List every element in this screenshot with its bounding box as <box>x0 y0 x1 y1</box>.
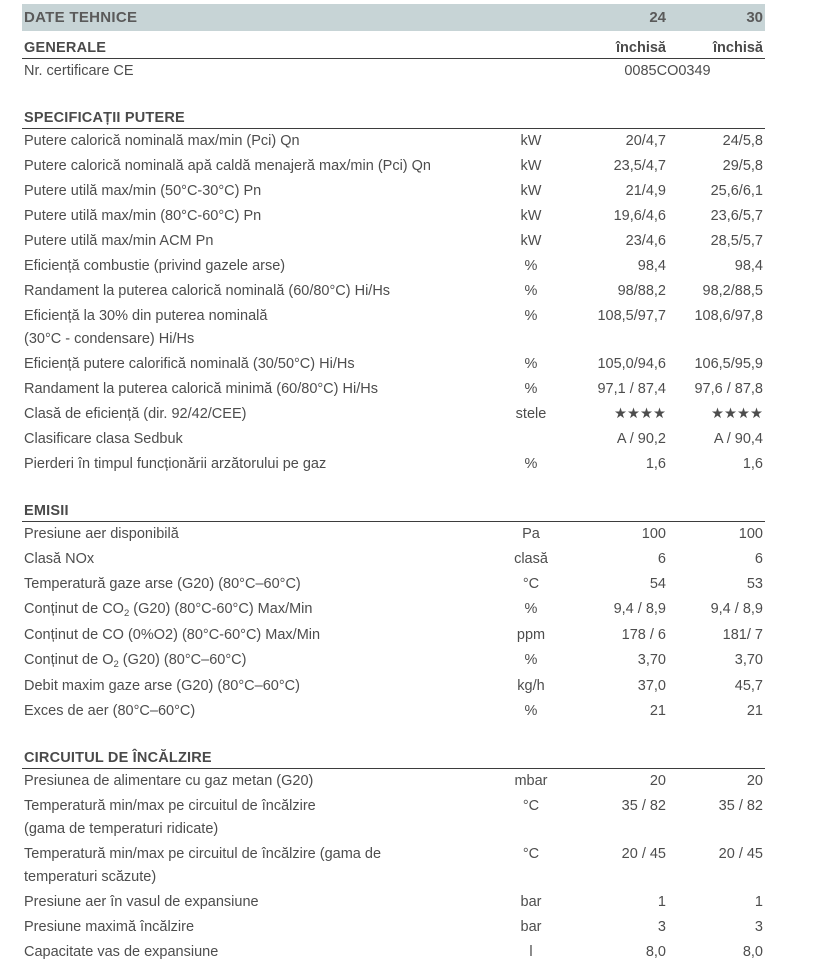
row-value-30: 106,5/95,9 <box>694 356 763 372</box>
row-value-30: 23,6/5,7 <box>710 208 763 224</box>
row-value-30: 28,5/5,7 <box>710 233 763 249</box>
row-unit: ppm <box>516 627 546 643</box>
row-unit: mbar <box>514 773 548 789</box>
table-row <box>22 522 765 548</box>
row-label: Clasă NOx <box>24 551 95 567</box>
header-model-24: 24 <box>570 4 668 31</box>
row-value-30: ★★★★ <box>711 406 763 422</box>
row-unit: % <box>524 601 538 617</box>
table-row <box>22 452 765 477</box>
row-value-24: 3 <box>657 919 666 935</box>
table-row <box>22 204 765 229</box>
row-unit: °C <box>522 798 540 814</box>
row-value-30: 21 <box>746 703 763 719</box>
row-value-30: 3 <box>754 919 763 935</box>
row-value-30: 1 <box>754 894 763 910</box>
row-value-24: 20 <box>649 773 666 789</box>
row-label: Capacitate vas de expansiune <box>24 944 219 960</box>
section-heading-circuitul-de-nc-lzire <box>22 724 765 769</box>
row-value-24: 19,6/4,6 <box>613 208 666 224</box>
row-unit: % <box>524 381 538 397</box>
table-row <box>22 547 765 572</box>
row-value-30: 6 <box>754 551 763 567</box>
row-unit: kW <box>520 158 542 174</box>
row-value-30: 3,70 <box>734 652 763 668</box>
row-unit: % <box>524 456 538 472</box>
section-value-30 <box>668 84 765 129</box>
row-label: Clasificare clasa Sedbuk <box>24 431 183 447</box>
section-label: EMISII <box>22 477 492 522</box>
row-unit: kW <box>520 183 542 199</box>
row-unit: % <box>524 283 538 299</box>
row-value-24: 9,4 / 8,9 <box>613 601 666 617</box>
row-value-30: A / 90,4 <box>713 431 763 447</box>
row-label: Presiune aer disponibilă <box>24 526 179 542</box>
row-value-24: 20/4,7 <box>625 133 666 149</box>
row-unit: stele <box>515 406 547 422</box>
section-value-30: închisă <box>668 31 765 59</box>
row-unit: °C <box>522 846 540 862</box>
row-unit: Pa <box>522 526 540 542</box>
row-label: Nr. certificare CE <box>24 63 134 79</box>
row-value-24: 37,0 <box>637 678 666 694</box>
table-row <box>22 794 765 842</box>
header-spacer <box>492 4 570 31</box>
table-row <box>22 179 765 204</box>
row-unit <box>492 59 570 85</box>
row-label: Pierderi în timpul funcționării arzătorului pe gaz <box>24 456 327 472</box>
row-value-24: 98/88,2 <box>617 283 666 299</box>
row-value-30: 181/ 7 <box>722 627 763 643</box>
row-value-24: 3,70 <box>637 652 666 668</box>
section-label: SPECIFICAȚII PUTERE <box>22 84 492 129</box>
row-unit: bar <box>520 894 542 910</box>
row-unit: kg/h <box>517 678 545 694</box>
section-value-24: închisă <box>570 31 668 59</box>
table-row <box>22 890 765 915</box>
row-label: Conținut de CO (0%O2) (80°C-60°C) Max/Min <box>24 627 321 643</box>
row-unit: bar <box>520 919 542 935</box>
table-row <box>22 129 765 155</box>
row-label: Presiunea de alimentare cu gaz metan (G20) <box>24 773 314 789</box>
row-value-30: 29/5,8 <box>722 158 763 174</box>
row-label: Clasă de eficiență (dir. 92/42/CEE) <box>24 406 247 422</box>
table-row <box>22 402 765 427</box>
row-value-24: 105,0/94,6 <box>597 356 666 372</box>
row-value-24: 23,5/4,7 <box>613 158 666 174</box>
row-label: Presiune aer în vasul de expansiune <box>24 894 259 910</box>
section-unit <box>492 477 570 522</box>
row-value-24: 54 <box>649 576 666 592</box>
row-label: Putere calorică nominală apă caldă menajeră max/min (Pci) Qn <box>24 158 431 174</box>
row-value-24: 100 <box>641 526 666 542</box>
row-label: Putere utilă max/min (50°C-30°C) Pn <box>24 183 262 199</box>
row-value-24: 1 <box>657 894 666 910</box>
row-value-30: 8,0 <box>742 944 763 960</box>
row-unit: % <box>524 703 538 719</box>
row-unit: clasă <box>514 551 548 567</box>
row-value-30: 108,6/97,8 <box>694 308 763 324</box>
section-value-24 <box>570 84 668 129</box>
table-row <box>22 597 765 623</box>
row-unit: l <box>529 944 533 960</box>
row-label: Temperatură min/max pe circuitul de încălzire (gama de temperaturi scăzute) <box>24 846 382 885</box>
row-value-30: 20 <box>746 773 763 789</box>
row-label: Putere calorică nominală max/min (Pci) Qn <box>24 133 300 149</box>
row-label: Putere utilă max/min (80°C-60°C) Pn <box>24 208 262 224</box>
row-value-24: 97,1 / 87,4 <box>597 381 666 397</box>
row-label: Putere utilă max/min ACM Pn <box>24 233 214 249</box>
table-row <box>22 304 765 352</box>
row-unit: kW <box>520 133 542 149</box>
section-label: GENERALE <box>22 31 492 59</box>
table-row <box>22 648 765 674</box>
table-row <box>22 674 765 699</box>
row-label: Temperatură min/max pe circuitul de încălzire (gama de temperaturi ridicate) <box>24 798 316 837</box>
section-heading-emisii <box>22 477 765 522</box>
section-value-24 <box>570 724 668 769</box>
table-header-band <box>22 4 765 31</box>
table-row <box>22 352 765 377</box>
row-value-24: 23/4,6 <box>625 233 666 249</box>
row-value-30: 98,2/88,5 <box>702 283 763 299</box>
section-label: CIRCUITUL DE ÎNCĂLZIRE <box>22 724 492 769</box>
row-label: Conținut de $CO_2$ (G20) (80°C-60°C) Max/Min <box>24 601 313 619</box>
table-row <box>22 699 765 724</box>
row-value-24: 21 <box>649 703 666 719</box>
row-value-24: 21/4,9 <box>625 183 666 199</box>
row-value-24: 20 / 45 <box>621 846 666 862</box>
table-row <box>22 427 765 452</box>
row-value-24: 1,6 <box>645 456 666 472</box>
table-title: DATE TEHNICE <box>22 4 492 31</box>
row-value-24: ★★★★ <box>614 406 666 422</box>
row-value-24: 98,4 <box>637 258 666 274</box>
table-body <box>22 4 765 965</box>
row-value-24: 8,0 <box>645 944 666 960</box>
row-label: Randament la puterea calorică minimă (60/80°C) Hi/Hs <box>24 381 378 397</box>
row-value-24: 6 <box>657 551 666 567</box>
row-label: Temperatură gaze arse (G20) (80°C–60°C) <box>24 576 301 592</box>
table-row <box>22 915 765 940</box>
row-unit: % <box>524 356 538 372</box>
technical-data-table <box>22 4 765 965</box>
table-row <box>22 572 765 597</box>
row-value-30: 100 <box>738 526 763 542</box>
row-unit: °C <box>522 576 540 592</box>
row-label: Eficiență la 30% din puterea nominală (30°C - condensare) Hi/Hs <box>24 308 268 347</box>
section-unit <box>492 31 570 59</box>
table-row <box>22 940 765 965</box>
row-unit: % <box>524 652 538 668</box>
section-unit <box>492 724 570 769</box>
row-value-24: 178 / 6 <box>621 627 666 643</box>
row-label: Debit maxim gaze arse (G20) (80°C–60°C) <box>24 678 300 694</box>
row-label: Exces de aer (80°C–60°C) <box>24 703 196 719</box>
row-value-shared: 0085CO0349 <box>624 63 711 79</box>
table-row <box>22 279 765 304</box>
row-value-30: 45,7 <box>734 678 763 694</box>
row-value-30: 1,6 <box>742 456 763 472</box>
section-heading-specifica-ii-putere <box>22 84 765 129</box>
table-row <box>22 229 765 254</box>
header-model-30: 30 <box>668 4 765 31</box>
section-heading-generale <box>22 31 765 59</box>
table-row <box>22 154 765 179</box>
row-value-30: 35 / 82 <box>718 798 763 814</box>
row-value-30: 9,4 / 8,9 <box>710 601 763 617</box>
row-unit: % <box>524 258 538 274</box>
row-label: Eficiență combustie (privind gazele arse) <box>24 258 286 274</box>
row-unit: kW <box>520 208 542 224</box>
table-row <box>22 254 765 279</box>
table-row <box>22 59 765 85</box>
row-label: Eficiență putere calorifică nominală (30/50°C) Hi/Hs <box>24 356 355 372</box>
table-row <box>22 842 765 890</box>
section-unit <box>492 84 570 129</box>
table-row <box>22 623 765 648</box>
row-unit: kW <box>520 233 542 249</box>
section-value-24 <box>570 477 668 522</box>
section-value-30 <box>668 724 765 769</box>
row-label: Conținut de $O_2$ (G20) (80°C–60°C) <box>24 652 247 670</box>
section-value-30 <box>668 477 765 522</box>
row-value-30: 20 / 45 <box>718 846 763 862</box>
row-unit: % <box>524 308 538 324</box>
row-value-30: 53 <box>746 576 763 592</box>
row-value-24: 35 / 82 <box>621 798 666 814</box>
row-value-30: 98,4 <box>734 258 763 274</box>
table-row <box>22 769 765 795</box>
table-row <box>22 377 765 402</box>
row-unit <box>492 427 570 452</box>
row-value-30: 97,6 / 87,8 <box>694 381 763 397</box>
row-value-24: 108,5/97,7 <box>597 308 666 324</box>
row-value-24: A / 90,2 <box>616 431 666 447</box>
row-label: Randament la puterea calorică nominală (60/80°C) Hi/Hs <box>24 283 391 299</box>
row-value-30: 24/5,8 <box>722 133 763 149</box>
row-value-30: 25,6/6,1 <box>710 183 763 199</box>
row-label: Presiune maximă încălzire <box>24 919 195 935</box>
